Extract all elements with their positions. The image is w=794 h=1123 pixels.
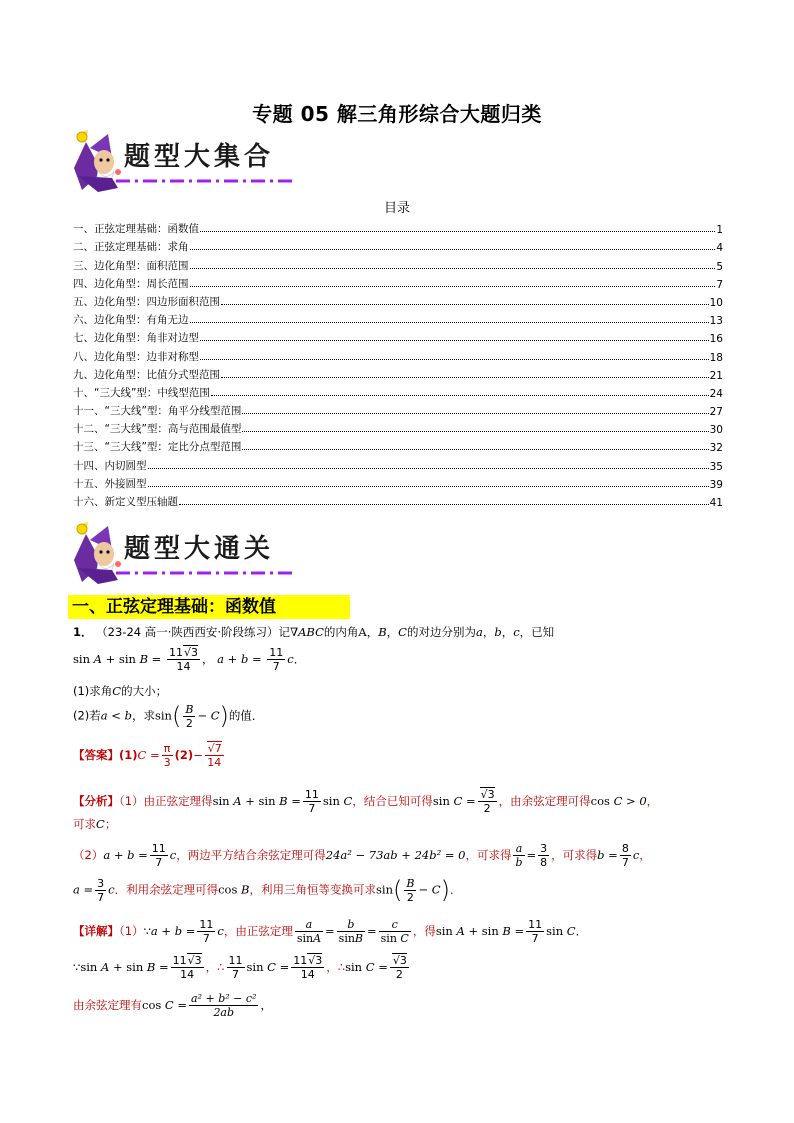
section-heading: 一、正弦定理基础：函数值	[68, 595, 350, 619]
toc-entry-page: 7	[716, 278, 723, 291]
toc-entry[interactable]	[73, 254, 723, 272]
analysis-line-2: 可求C；	[73, 817, 117, 831]
toc-entry-page: 18	[709, 351, 723, 364]
toc-entry-page: 35	[709, 460, 723, 473]
toc-entry-label: 十四、内切圆型	[73, 459, 147, 472]
question-1: (1)求角C的大小；	[73, 684, 168, 698]
toc-entry[interactable]	[73, 454, 723, 472]
toc-entry-page: 1	[716, 224, 723, 237]
analysis-line-3: （2）a + b = $\frac{11}{7}$ c，两边平方结合余弦定理可得24a² − 73ab + 24b² = 0，可求得 $\frac{a}{b}$ = $\frac{3}{8}$ ，可求得b = $\frac{8}{7}$ c，	[73, 842, 651, 869]
banner-collection-title: 题型大集合	[124, 142, 275, 172]
wizard-mascot-icon	[68, 520, 126, 586]
toc-entry-label: 二、正弦定理基础：求角	[73, 241, 189, 254]
toc-leader-dots	[221, 376, 709, 378]
decorative-dash-line	[116, 570, 296, 576]
toc-entry[interactable]	[73, 473, 723, 491]
toc-entry-page: 5	[716, 260, 723, 273]
toc-entry-label: 四、边化角型：周长范围	[73, 277, 189, 290]
toc-entry[interactable]	[73, 491, 723, 509]
toc-entry-label: 十六、新定义型压轴题	[73, 496, 178, 508]
toc-leader-dots	[148, 467, 709, 469]
toc-leader-dots	[221, 303, 709, 305]
toc-entry[interactable]	[73, 218, 723, 236]
toc-entry-label: 十五、外接圆型	[73, 477, 147, 490]
detail-line-2: ∵sin A + sin B = $\frac{11√3}{14}$ ，∴ $\frac{11}{7}$ sin C = $\frac{11√3}{14}$ ，∴sin C = $\frac{√3}{2}$	[73, 954, 407, 981]
toc-entry-label: 七、边化角型：角非对边型	[73, 332, 199, 345]
toc-entry[interactable]	[73, 273, 723, 291]
toc-entry-label: 六、边化角型：有角无边	[73, 314, 189, 327]
toc-entry[interactable]	[73, 400, 723, 418]
toc-entry[interactable]	[73, 236, 723, 254]
toc-entry-label: 十三、“三大线”型：定比分点型范围	[73, 441, 242, 454]
toc-entry-label: 八、边化角型：边非对称型	[73, 350, 199, 363]
toc-entry-page: 21	[709, 369, 723, 382]
toc-leader-dots	[190, 267, 716, 269]
toc-entry[interactable]	[73, 327, 723, 345]
banner-pass	[68, 520, 298, 586]
banner-collection	[68, 128, 298, 194]
toc-entry-page: 10	[709, 296, 723, 309]
toc-entry-page: 16	[709, 333, 723, 346]
toc-heading: 目录	[383, 201, 410, 216]
toc-leader-dots	[242, 448, 708, 450]
toc-leader-dots	[190, 285, 716, 287]
toc-leader-dots	[200, 339, 709, 341]
detail-line-3: 由余弦定理有cos C = $\frac{\text{a² + b² − c²}}{2ab}$ ，	[73, 992, 272, 1019]
toc-entry-page: 30	[709, 424, 723, 437]
toc-leader-dots	[148, 485, 709, 487]
toc-leader-dots	[200, 358, 709, 360]
wizard-mascot-icon	[68, 128, 126, 194]
answer-line: 【答案】(1)C = $\frac{\pi}{3}$ (2)− $\frac{√7}{14}$	[73, 742, 222, 769]
decorative-dash-line	[116, 178, 296, 184]
analysis-line-4: a = $\frac{3}{7}$ c．利用余弦定理可得cos B，利用三角恒等变换可求sin( $\frac{B}{2}$ − C)．	[73, 876, 462, 904]
table-of-contents	[73, 218, 723, 509]
toc-leader-dots	[242, 412, 708, 414]
analysis-line-1: 【分析】（1）由正弦定理得sin A + sin B = $\frac{11}{7}$ sin C，结合已知可得sin C = $\frac{√3}{2}$ ，由余弦定理可得cos C > 0，	[73, 788, 659, 815]
toc-entry[interactable]	[73, 364, 723, 382]
toc-entry-page: 32	[709, 442, 723, 455]
question-2: (2)若a < b，求sin( $\frac{B}{2}$ − C)的值．	[73, 702, 264, 730]
toc-entry[interactable]	[73, 291, 723, 309]
toc-entry-label: 一、正弦定理基础：函数值	[73, 223, 199, 236]
toc-entry-page: 13	[709, 315, 723, 328]
toc-entry-page: 41	[709, 497, 723, 509]
toc-entry-page: 39	[709, 478, 723, 491]
toc-entry-label: 五、边化角型：四边形面积范围	[73, 295, 220, 308]
toc-entry-page: 24	[709, 387, 723, 400]
toc-entry-label: 三、边化角型：面积范围	[73, 259, 189, 272]
toc-leader-dots	[179, 503, 709, 505]
banner-pass-title: 题型大通关	[124, 534, 275, 564]
toc-leader-dots	[200, 230, 715, 232]
toc-entry[interactable]	[73, 345, 723, 363]
document-title: 专题 05 解三角形综合大题归类	[252, 102, 542, 126]
toc-entry[interactable]	[73, 382, 723, 400]
toc-leader-dots	[190, 248, 716, 250]
problem-stem: 1． （23-24 高一·陕西西安·阶段练习）记∇ABC的内角A，B，C的对边分别为a，b，c，已知	[73, 625, 555, 639]
detail-line-1: 【详解】（1）∵a + b = $\frac{11}{7}$ c，由正弦定理 $\frac{a}{\sin A}$ = $\frac{b}{\sin B}$ = $\frac{c}{\text{sin C}}$ ，得sin A + sin B = $\frac{11}{7}$ sin C．	[73, 918, 588, 945]
toc-entry[interactable]	[73, 436, 723, 454]
toc-entry-label: 九、边化角型：比值分式型范围	[73, 368, 220, 381]
toc-entry-label: 十、“三大线”型：中线型范围	[73, 386, 210, 399]
toc-leader-dots	[242, 430, 708, 432]
toc-entry-label: 十二、“三大线”型：高与范围最值型	[73, 423, 242, 436]
toc-leader-dots	[190, 321, 709, 323]
toc-leader-dots	[211, 394, 709, 396]
toc-entry-page: 4	[716, 242, 723, 255]
toc-entry-page: 27	[709, 406, 723, 419]
toc-entry-label: 十一、“三大线”型：角平分线型范围	[73, 405, 242, 418]
toc-entry[interactable]	[73, 418, 723, 436]
problem-given: sin A + sin B = $\frac{11√3}{14}$ ， a + b = $\frac{11}{7}$ c．	[73, 646, 306, 673]
toc-entry[interactable]	[73, 309, 723, 327]
